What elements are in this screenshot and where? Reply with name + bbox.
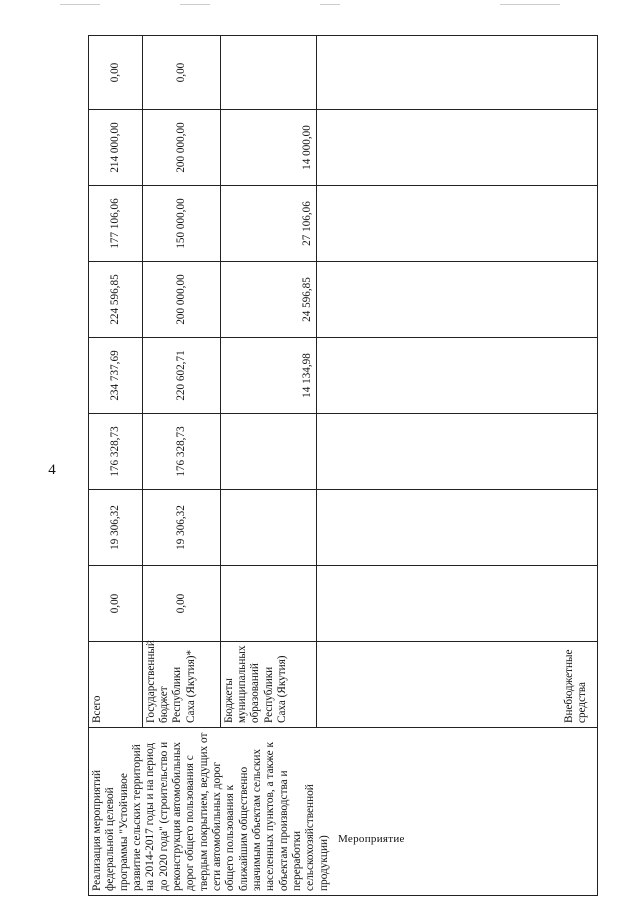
source-cell: Бюджеты муниципальных образований Республики Саха (Якутия) [221,642,317,728]
value-cell: 177 106,06 [89,186,143,262]
side-label: Мероприятие [338,833,405,845]
value-cell: 200 000,00 [143,262,221,338]
table-wrapper [88,36,598,896]
value-cell: 19 306,32 [143,490,221,566]
scan-artifact [60,4,580,10]
value-cell [317,262,598,338]
value-cell [317,186,598,262]
value-cell: 234 737,69 [89,338,143,414]
funding-table [88,35,598,896]
value-cell: 14 000,00 [221,110,317,186]
measure-name-cell: Реализация мероприятий федеральной целевой программы "Устойчивое развитие сельских территорий на 2014-2017 годы и на период до 2020 года" (строительство и реконструкция автомобильных дорог общего пользования с твердым покрытием, ведущих от сети автомобильных дорог общего пользования к ближайшим общественно значимым объектам сельских населенных пунктов, а также к объектам производства и переработки сельскохозяйственной продукции) [89,728,598,896]
value-cell [221,566,317,642]
value-cell: 0,00 [143,566,221,642]
value-cell: 176 328,73 [89,414,143,490]
value-cell: 224 596,85 [89,262,143,338]
source-cell: Всего [89,642,143,728]
value-cell [317,110,598,186]
value-cell [221,414,317,490]
source-cell: Государственный бюджет Республики Саха (Якутия)* [143,642,221,728]
value-cell: 0,00 [89,566,143,642]
value-cell [221,490,317,566]
value-cell [317,566,598,642]
value-cell: 27 106,06 [221,186,317,262]
value-cell [221,36,317,110]
value-cell [317,338,598,414]
value-cell: 150 000,00 [143,186,221,262]
value-cell [317,414,598,490]
value-cell: 176 328,73 [143,414,221,490]
value-cell [317,490,598,566]
value-cell: 220 602,71 [143,338,221,414]
value-cell [317,36,598,110]
page-number: 4 [48,462,56,478]
value-cell: 0,00 [143,36,221,110]
value-cell: 200 000,00 [143,110,221,186]
value-cell: 24 596,85 [221,262,317,338]
value-cell: 0,00 [89,36,143,110]
source-cell: Внебюджетные средства [317,642,598,728]
value-cell: 19 306,32 [89,490,143,566]
value-cell: 14 134,98 [221,338,317,414]
table-row [89,36,143,896]
value-cell: 214 000,00 [89,110,143,186]
